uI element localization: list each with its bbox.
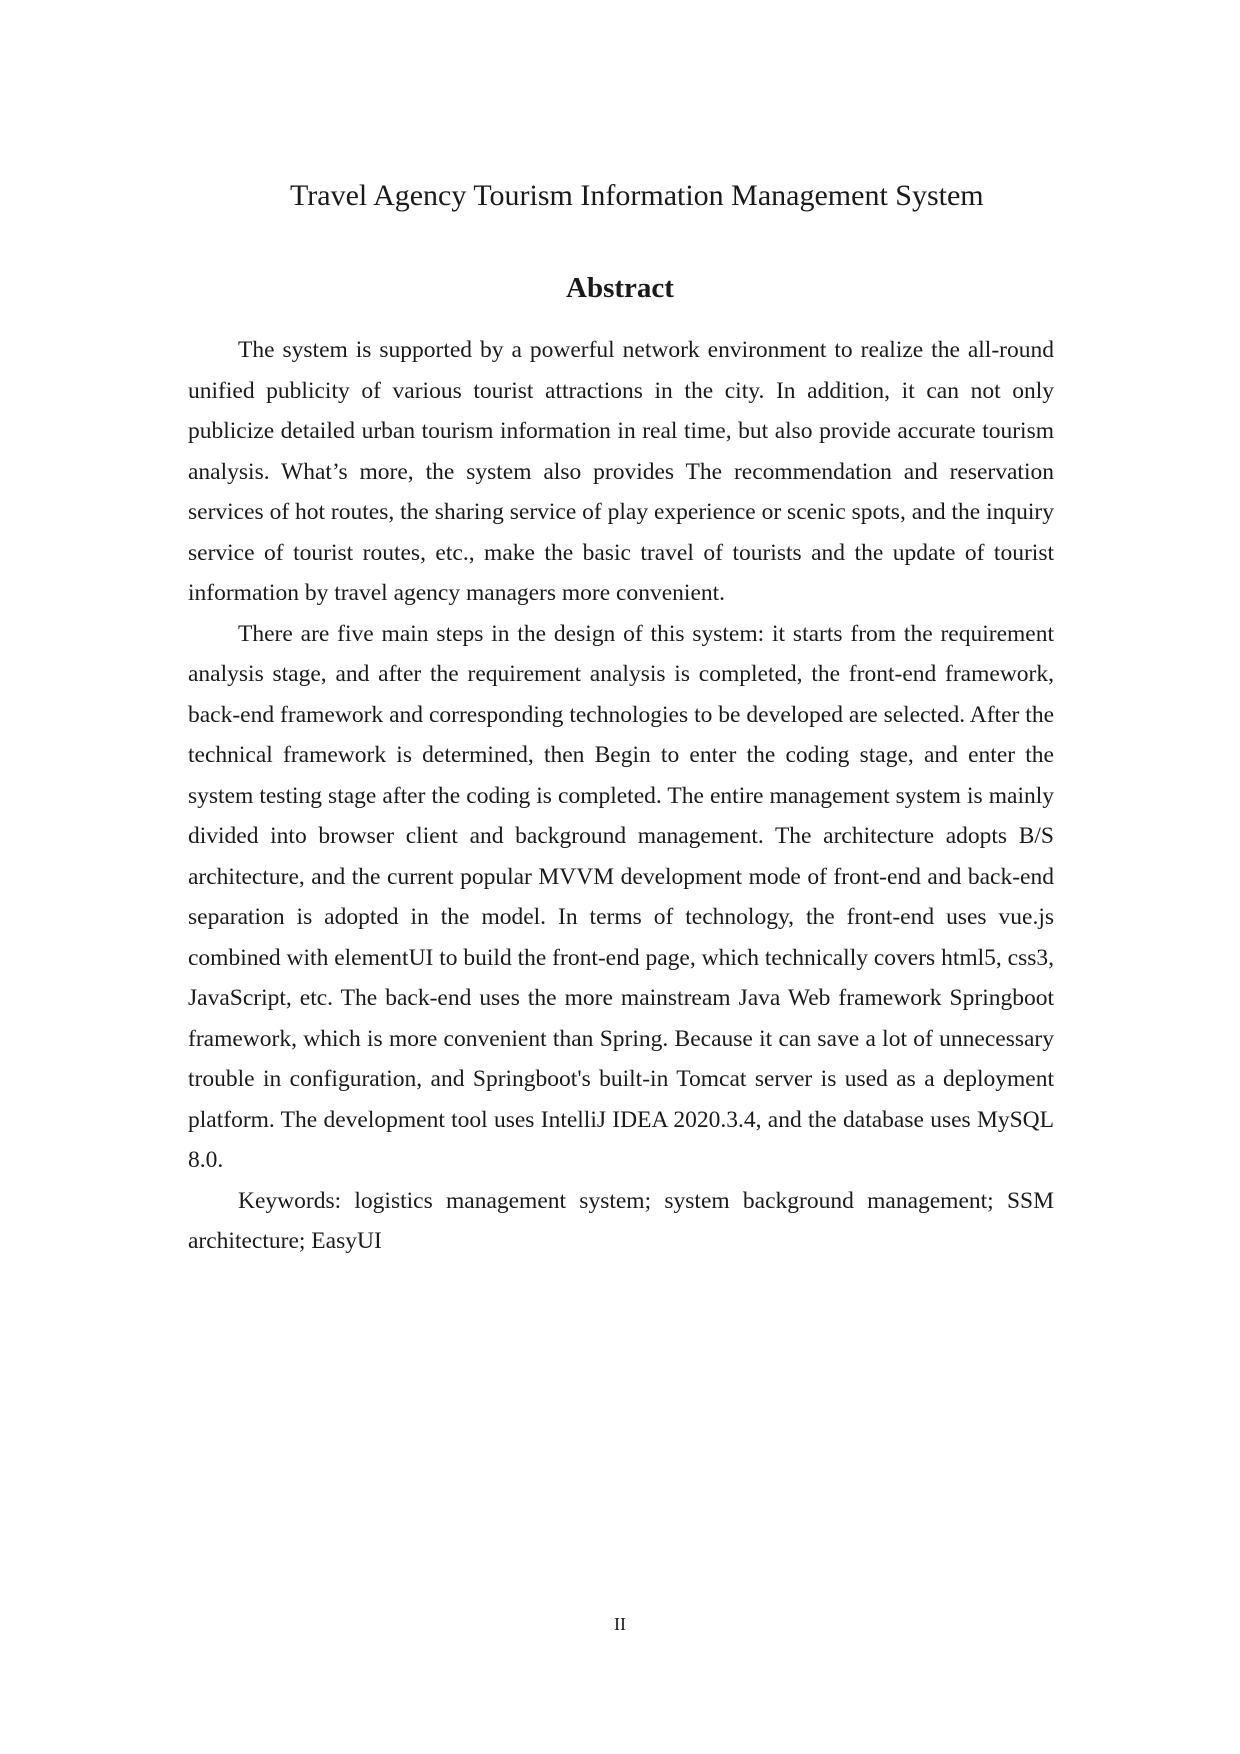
keywords-paragraph: Keywords: logistics management system; system background management; SSM architecture; EasyUI — [188, 1187, 1054, 1254]
document-title: Travel Agency Tourism Information Management System — [290, 179, 984, 212]
abstract-heading: Abstract — [566, 272, 674, 304]
page-number: II — [614, 1614, 626, 1634]
abstract-paragraph-summary: The system is supported by a powerful network environment to realize the all-round unified publicity of various tourist attractions in the city. In addition, it can not only publicize detailed urban tourism information in real time, but also provide accurate tourism analysis. What’s more, the system also provides The recommendation and reservation services of hot routes, the sharing service of play experience or scenic spots, and the inquiry service of tourist routes, etc., make the basic travel of tourists and the update of tourist information by travel agency managers more convenient. — [188, 337, 1054, 606]
abstract-paragraph-design: There are five main steps in the design of this system: it starts from the requirement analysis stage, and after the requirement analysis is completed, the front-end framework, back-end framework and corresponding technologies to be developed are selected. After the technical framework is determined, then Begin to enter the coding stage, and enter the system testing stage after the coding is completed. The entire management system is mainly divided into browser client and background management. The architecture adopts B/S architecture, and the current popular MVVM development mode of front-end and back-end separation is adopted in the model. In terms of technology, the front-end uses vue.js combined with elementUI to build the front-end page, which technically covers html5, css3, JavaScript, etc. The back-end uses the more mainstream Java Web framework Springboot framework, which is more convenient than Spring. Because it can save a lot of unnecessary trouble in configuration, and Springboot's built-in Tomcat server is used as a deployment platform. The development tool uses IntelliJ IDEA 2020.3.4, and the database uses MySQL 8.0. — [188, 620, 1055, 1173]
abstract-body — [188, 330, 1054, 1262]
